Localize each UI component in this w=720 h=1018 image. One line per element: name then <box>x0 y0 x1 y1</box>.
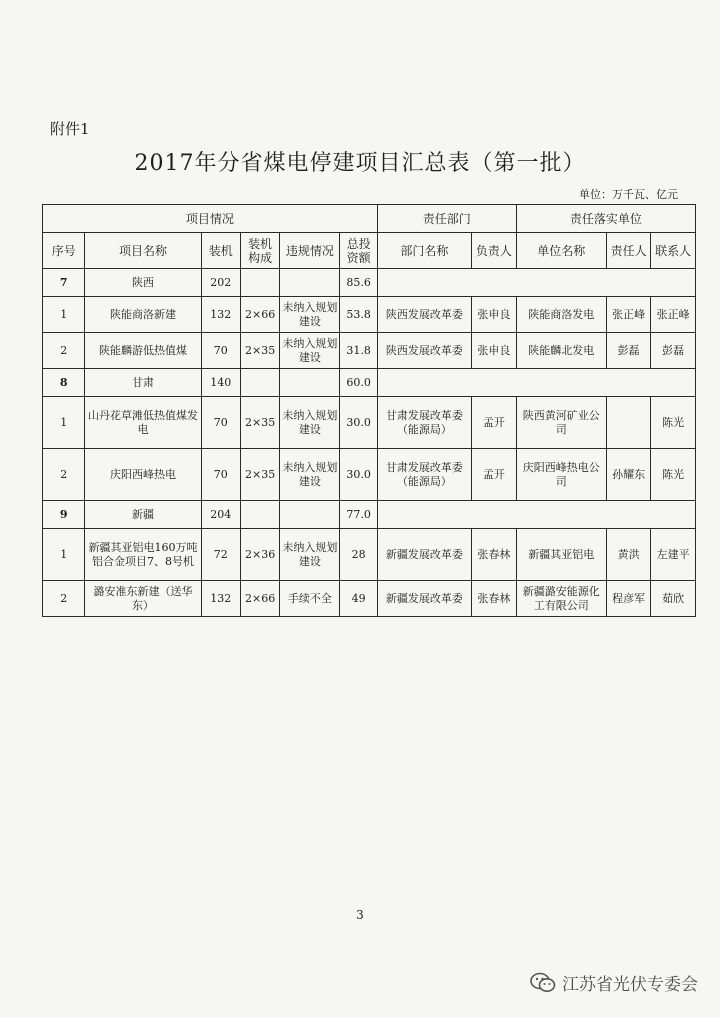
province-row <box>43 369 696 397</box>
contact-cell: 彭磊 <box>651 333 696 369</box>
header-contact: 联系人 <box>651 233 696 269</box>
dept-name-cell: 陕西发展改革委 <box>377 297 471 333</box>
project-row <box>43 333 696 369</box>
dept-head-cell: 张春林 <box>472 581 517 617</box>
violation-cell <box>280 501 340 529</box>
config-cell <box>240 501 279 529</box>
capacity-cell: 70 <box>201 397 240 449</box>
name-cell: 新疆 <box>85 501 201 529</box>
summary-table <box>42 204 696 617</box>
header-group-row <box>43 205 696 233</box>
dept-name-cell: 新疆发展改革委 <box>377 581 471 617</box>
investment-cell: 53.8 <box>340 297 377 333</box>
capacity-cell: 70 <box>201 449 240 501</box>
dept-head-cell: 孟开 <box>472 397 517 449</box>
dept-head-cell: 张申良 <box>472 333 517 369</box>
capacity-cell: 132 <box>201 581 240 617</box>
province-row <box>43 501 696 529</box>
violation-cell: 未纳入规划建设 <box>280 529 340 581</box>
capacity-cell: 70 <box>201 333 240 369</box>
capacity-cell: 140 <box>201 369 240 397</box>
unit-name-cell: 陕能商洛发电 <box>516 297 606 333</box>
investment-cell: 49 <box>340 581 377 617</box>
unit-head-cell <box>606 397 651 449</box>
contact-cell: 陈光 <box>651 397 696 449</box>
province-row <box>43 269 696 297</box>
header-investment: 总投资额 <box>340 233 377 269</box>
seq-cell: 1 <box>43 297 85 333</box>
name-cell: 陕西 <box>85 269 201 297</box>
header-dept-name: 部门名称 <box>377 233 471 269</box>
name-cell: 山丹花草滩低热值煤发电 <box>85 397 201 449</box>
name-cell: 新疆其亚铝电160万吨铝合金项目7、8号机 <box>85 529 201 581</box>
violation-cell <box>280 369 340 397</box>
violation-cell: 未纳入规划建设 <box>280 333 340 369</box>
name-cell: 陕能麟游低热值煤 <box>85 333 201 369</box>
project-row <box>43 397 696 449</box>
responsibility-cell <box>377 369 695 397</box>
header-unit-name: 单位名称 <box>516 233 606 269</box>
header-config: 装机构成 <box>240 233 279 269</box>
dept-name-cell: 甘肃发展改革委（能源局） <box>377 397 471 449</box>
config-cell <box>240 369 279 397</box>
dept-head-cell: 孟开 <box>472 449 517 501</box>
seq-cell: 8 <box>43 369 85 397</box>
project-row <box>43 581 696 617</box>
seq-cell: 2 <box>43 449 85 501</box>
config-cell: 2×35 <box>240 449 279 501</box>
unit-name-cell: 新疆潞安能源化工有限公司 <box>516 581 606 617</box>
header-unit-head: 责任人 <box>606 233 651 269</box>
violation-cell: 未纳入规划建设 <box>280 449 340 501</box>
wechat-icon <box>530 972 556 994</box>
header-violation: 违规情况 <box>280 233 340 269</box>
project-row <box>43 297 696 333</box>
unit-head-cell: 彭磊 <box>606 333 651 369</box>
investment-cell: 31.8 <box>340 333 377 369</box>
capacity-cell: 132 <box>201 297 240 333</box>
dept-head-cell: 张申良 <box>472 297 517 333</box>
unit-head-cell: 黄洪 <box>606 529 651 581</box>
config-cell: 2×36 <box>240 529 279 581</box>
unit-head-cell: 孙耀东 <box>606 449 651 501</box>
project-row <box>43 529 696 581</box>
capacity-cell: 204 <box>201 501 240 529</box>
header-responsible-unit: 责任落实单位 <box>516 205 695 233</box>
unit-name-cell: 陕西黄河矿业公司 <box>516 397 606 449</box>
violation-cell: 未纳入规划建设 <box>280 397 340 449</box>
unit-name-cell: 陕能麟北发电 <box>516 333 606 369</box>
header-column-row <box>43 233 696 269</box>
header-seq: 序号 <box>43 233 85 269</box>
contact-cell: 茹欣 <box>651 581 696 617</box>
investment-cell: 60.0 <box>340 369 377 397</box>
config-cell: 2×66 <box>240 297 279 333</box>
unit-head-cell: 张正峰 <box>606 297 651 333</box>
unit-head-cell: 程彦军 <box>606 581 651 617</box>
investment-cell: 30.0 <box>340 449 377 501</box>
name-cell: 潞安准东新建（送华东） <box>85 581 201 617</box>
config-cell: 2×66 <box>240 581 279 617</box>
investment-cell: 77.0 <box>340 501 377 529</box>
contact-cell: 左建平 <box>651 529 696 581</box>
capacity-cell: 202 <box>201 269 240 297</box>
name-cell: 甘肃 <box>85 369 201 397</box>
seq-cell: 2 <box>43 333 85 369</box>
investment-cell: 85.6 <box>340 269 377 297</box>
watermark <box>530 970 698 995</box>
investment-cell: 30.0 <box>340 397 377 449</box>
responsibility-cell <box>377 269 695 297</box>
capacity-cell: 72 <box>201 529 240 581</box>
watermark-text: 江苏省光伏专委会 <box>562 975 698 995</box>
unit-note: 单位：万千瓦、亿元 <box>579 188 678 201</box>
header-project-info: 项目情况 <box>43 205 378 233</box>
responsibility-cell <box>377 501 695 529</box>
config-cell <box>240 269 279 297</box>
dept-name-cell: 甘肃发展改革委（能源局） <box>377 449 471 501</box>
seq-cell: 2 <box>43 581 85 617</box>
name-cell: 陕能商洛新建 <box>85 297 201 333</box>
name-cell: 庆阳西峰热电 <box>85 449 201 501</box>
dept-name-cell: 陕西发展改革委 <box>377 333 471 369</box>
dept-name-cell: 新疆发展改革委 <box>377 529 471 581</box>
header-responsible-dept: 责任部门 <box>377 205 516 233</box>
seq-cell: 9 <box>43 501 85 529</box>
seq-cell: 1 <box>43 397 85 449</box>
unit-name-cell: 新疆其亚铝电 <box>516 529 606 581</box>
unit-name-cell: 庆阳西峰热电公司 <box>516 449 606 501</box>
seq-cell: 7 <box>43 269 85 297</box>
investment-cell: 28 <box>340 529 377 581</box>
header-name: 项目名称 <box>85 233 201 269</box>
attachment-label: 附件1 <box>50 120 90 138</box>
violation-cell: 手续不全 <box>280 581 340 617</box>
document-title: 2017年分省煤电停建项目汇总表（第一批） <box>134 151 586 176</box>
dept-head-cell: 张春林 <box>472 529 517 581</box>
page-number: 3 <box>356 908 364 922</box>
violation-cell: 未纳入规划建设 <box>280 297 340 333</box>
contact-cell: 张正峰 <box>651 297 696 333</box>
config-cell: 2×35 <box>240 397 279 449</box>
contact-cell: 陈光 <box>651 449 696 501</box>
seq-cell: 1 <box>43 529 85 581</box>
violation-cell <box>280 269 340 297</box>
project-row <box>43 449 696 501</box>
header-capacity: 装机 <box>201 233 240 269</box>
config-cell: 2×35 <box>240 333 279 369</box>
header-dept-head: 负责人 <box>472 233 517 269</box>
